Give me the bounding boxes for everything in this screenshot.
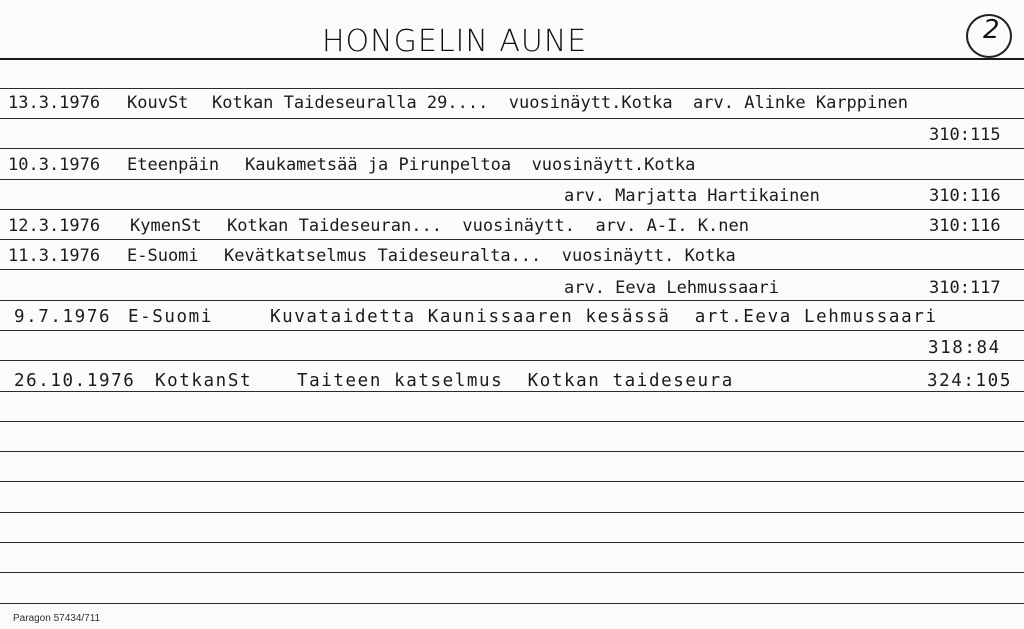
entry-text: Kotkan Taideseuralla 29.... vuosinäytt.Kotka arv. Alinke Karppinen xyxy=(212,93,908,113)
entry-date: 10.3.1976 xyxy=(8,155,101,175)
ruled-line xyxy=(0,209,1024,210)
header-rule xyxy=(0,58,1024,60)
entry-date: 9.7.1976 xyxy=(14,307,112,327)
entry-ref: 324:105 xyxy=(927,371,1012,391)
entry-source: Eteenpäin xyxy=(127,155,220,175)
entry-ref: 310:115 xyxy=(929,125,1001,145)
ruled-line xyxy=(0,421,1024,422)
entry-date: 13.3.1976 xyxy=(8,93,101,113)
entry-date: 26.10.1976 xyxy=(14,371,136,391)
ruled-line xyxy=(0,148,1024,149)
card-title: HONGELIN AUNE xyxy=(322,24,588,59)
entry-text: Taiteen katselmus Kotkan taideseura xyxy=(297,371,734,391)
entry-ref: 310:116 xyxy=(929,186,1001,206)
entry-text: Kevätkatselmus Taideseuralta... vuosinäytt. Kotka xyxy=(224,246,736,266)
ruled-line xyxy=(0,179,1024,180)
ruled-line xyxy=(0,542,1024,543)
ruled-line xyxy=(0,360,1024,361)
entry-source: KotkanSt xyxy=(155,371,253,391)
card-footer: Paragon 57434/711 xyxy=(13,613,101,624)
entry-text: Kotkan Taideseuran... vuosinäytt. arv. A-I. K.nen xyxy=(227,216,749,236)
entry-ref: 310:117 xyxy=(929,278,1001,298)
entry-text-continued: arv. Marjatta Hartikainen xyxy=(564,186,820,206)
entry-date: 11.3.1976 xyxy=(8,246,101,266)
entry-text-continued: arv. Eeva Lehmussaari xyxy=(564,278,779,298)
ruled-line xyxy=(0,572,1024,573)
ruled-line xyxy=(0,330,1024,331)
entry-text: Kuvataidetta Kaunissaaren kesässä art.Eeva Lehmussaari xyxy=(270,307,938,327)
ruled-line xyxy=(0,88,1024,89)
entry-ref: 310:116 xyxy=(929,216,1001,236)
entry-text: Kaukametsää ja Pirunpeltoa vuosinäytt.Kotka xyxy=(245,155,696,175)
ruled-line xyxy=(0,451,1024,452)
entry-date: 12.3.1976 xyxy=(8,216,101,236)
ruled-line xyxy=(0,269,1024,270)
ruled-line xyxy=(0,512,1024,513)
entry-source: E-Suomi xyxy=(128,307,213,327)
ruled-line xyxy=(0,391,1024,392)
ruled-line xyxy=(0,603,1024,604)
ruled-line xyxy=(0,239,1024,240)
card-number: 2 xyxy=(983,15,1000,45)
entry-source: KymenSt xyxy=(130,216,202,236)
ruled-line xyxy=(0,300,1024,301)
ruled-line xyxy=(0,481,1024,482)
entry-ref: 318:84 xyxy=(928,338,1001,358)
entry-source: KouvSt xyxy=(127,93,189,113)
ruled-line xyxy=(0,118,1024,119)
entry-source: E-Suomi xyxy=(127,246,199,266)
